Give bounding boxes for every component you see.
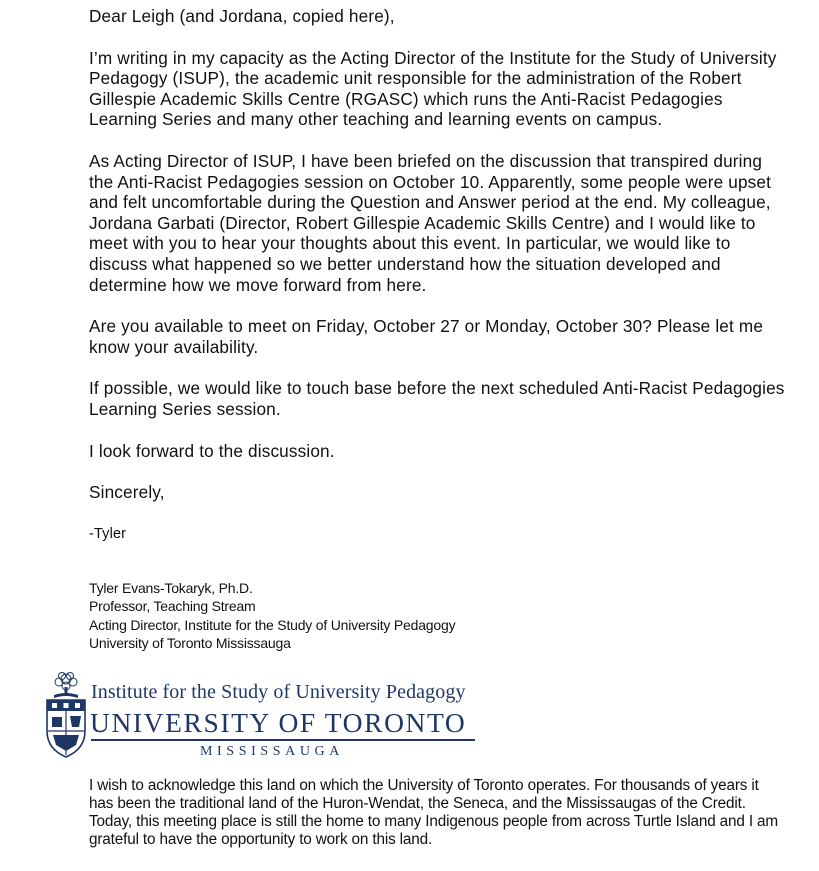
- university-crest-icon: [44, 669, 88, 761]
- land-acknowledgement: [89, 777, 779, 849]
- logo-campus-name: MISSISSAUGA: [200, 744, 344, 759]
- paragraph-timing: If possible, we would like to touch base before the next scheduled Anti-Racist Pedagogies Learning Series session.: [89, 378, 785, 419]
- institution-logo: [44, 669, 484, 765]
- land-acknowledgement-text: I wish to acknowledge this land on which the University of Toronto operates. For thousands of years it has been the traditional land of the Huron-Wendat, the Seneca, and the Mississaugas of the Credit. Today, this meeting place is still the home to many Indigenous people from across Turtle Island and I am grateful to have the opportunity to work on this land.: [89, 777, 778, 848]
- signature-title: Professor, Teaching Stream: [89, 598, 256, 615]
- logo-department-name: Institute for the Study of University Pedagogy: [91, 681, 466, 703]
- paragraph-context: As Acting Director of ISUP, I have been briefed on the discussion that transpired during the Anti-Racist Pedagogies session on October 10. Apparently, some people were upset and felt uncomfortable during the Question and Answer period at the end. My colleague, Jordana Garbati (Director, Robert Gillespie Academic Skills Centre) and I would like to meet with you to hear your thoughts about this event. In particular, we would like to discuss what happened so we better understand how the situation developed and determine how we move forward from here.: [89, 150, 772, 295]
- signature-role: Acting Director, Institute for the Study of University Pedagogy: [89, 616, 456, 633]
- sign-off: -Tyler: [89, 525, 127, 542]
- valediction: Sincerely,: [89, 482, 165, 503]
- logo-university-name: UNIVERSITY OF TORONTO: [90, 707, 467, 738]
- paragraph-closing: I look forward to the discussion.: [89, 440, 335, 461]
- signature-name: Tyler Evans-Tokaryk, Ph.D.: [89, 580, 253, 596]
- greeting: Dear Leigh (and Jordana, copied here),: [89, 6, 395, 26]
- paragraph-role: I’m writing in my capacity as the Acting Director of the Institute for the Study of University Pedagogy (ISUP), the academic unit responsible for the administration of the Robert Gillespie Academic Skills Centre (RGASC) which runs the Anti-Racist Pedagogies Learning Series and many other teaching and learning events on campus.: [89, 47, 777, 130]
- paragraph-meeting-request: Are you available to meet on Friday, October 27 or Monday, October 30? Please let me know your availability.: [89, 316, 764, 357]
- signature-block: [89, 579, 455, 653]
- signature-institution: University of Toronto Mississauga: [89, 635, 291, 652]
- logo-divider: [91, 739, 475, 741]
- email-body: [89, 6, 789, 544]
